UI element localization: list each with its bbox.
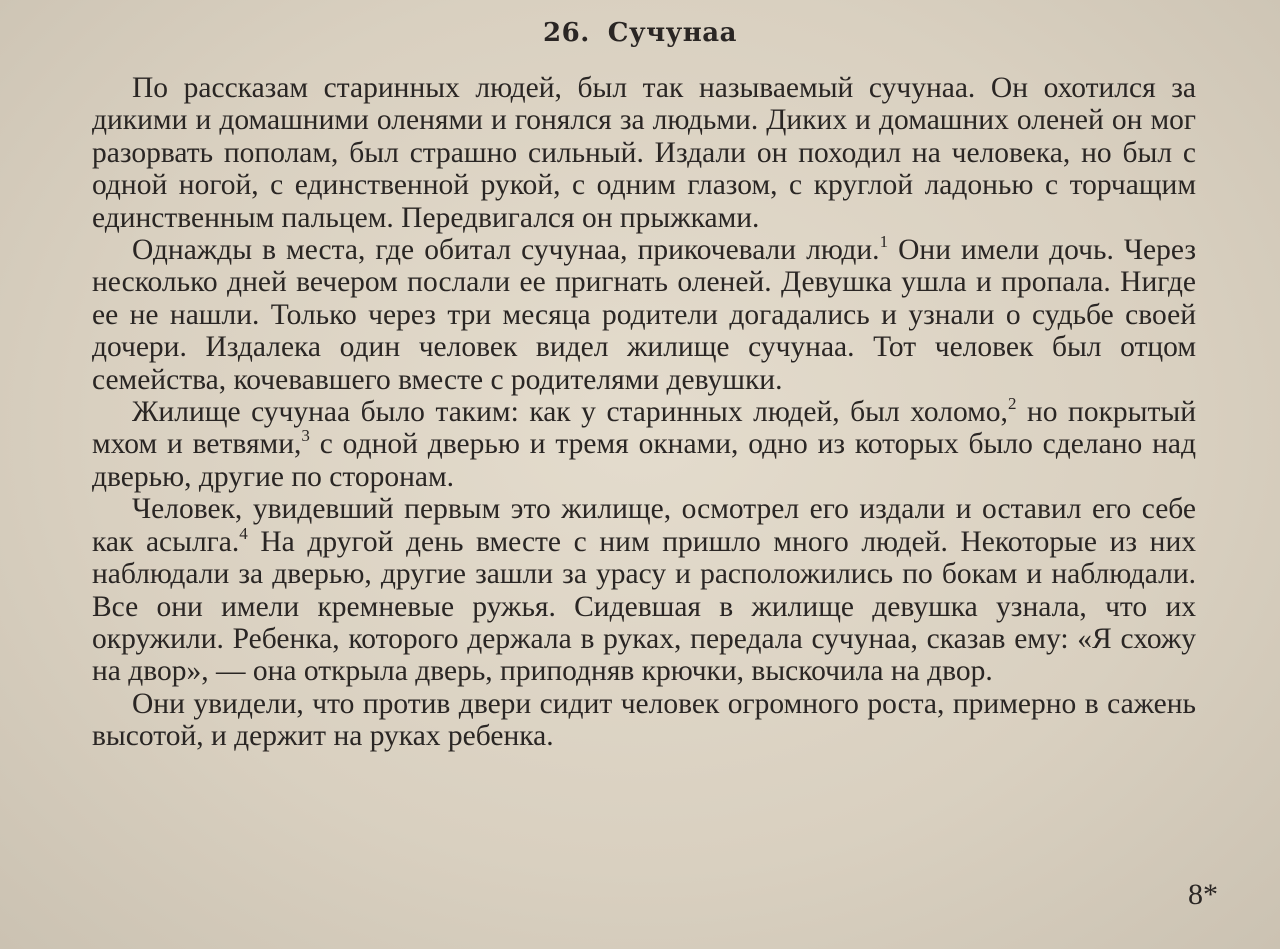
body-text	[92, 72, 1196, 753]
paragraph-text: с одной дверью и тремя окнами, одно из которых было сделано над дверью, другие по сторонам.	[92, 428, 1196, 493]
paragraph-text: На другой день вместе с ним пришло много людей. Некоторые из них наблюдали за дверью, другие зашли за урасу и расположились по бокам и наблюдали. Все они имели кремневые ружья. Сидевшая в жилище девушка узнала, что их окружили. Ребенка, которого держала в руках, передала сучунаа, сказав ему: «Я схожу на двор», — она открыла дверь, приподняв крючки, выскочила на двор.	[92, 525, 1197, 688]
chapter-number: 26.	[543, 18, 590, 48]
paragraph-text: Они увидели, что против двери сидит человек огромного роста, примерно в сажень высотой, и держит на руках ребенка.	[92, 687, 1196, 753]
paragraph	[92, 396, 1196, 493]
paragraph	[92, 688, 1196, 753]
paragraph-text: Однажды в места, где обитал сучунаа, прикочевали люди.	[132, 234, 880, 267]
footnote-marker: 3	[301, 426, 310, 446]
footnote-marker: 1	[879, 232, 889, 252]
footnote-marker: 4	[239, 523, 248, 543]
footnote-marker: 2	[1007, 394, 1017, 414]
paragraph	[92, 493, 1196, 687]
paragraph	[92, 234, 1196, 396]
chapter-heading	[0, 18, 1280, 48]
page-number: 8*	[1188, 878, 1218, 911]
paragraph	[92, 72, 1196, 234]
paragraph-text: но покрытый мхом и ветвями,	[92, 396, 1196, 461]
paragraph-text: Человек, увидевший первым это жилище, осмотрел его издали и оставил его себе как асылга.	[92, 493, 1196, 558]
paragraph-text: Они имели дочь. Через несколько дней вечером послали ее пригнать оленей. Девушка ушла и пропала. Нигде ее не нашли. Только через три месяца родители догадались и узнали о судьбе своей дочери. Издалека один человек видел жилище сучунаа. Тот человек был отцом семейства, кочевавшего вместе с родителями девушки.	[92, 234, 1197, 396]
chapter-title: Сучунаа	[607, 18, 737, 48]
paragraph-text: По рассказам старинных людей, был так называемый сучунаа. Он охотился за дикими и домашними оленями и гонялся за людьми. Диких и домашних оленей он мог разорвать пополам, был страшно сильный. Издали он походил на человека, но был с одной ногой, с единственной рукой, с одним глазом, с круглой ладонью с торчащим единственным пальцем. Передвигался он прыжками.	[92, 72, 1196, 234]
paragraph-text: Жилище сучунаа было таким: как у старинных людей, был холомо,	[132, 396, 1008, 429]
